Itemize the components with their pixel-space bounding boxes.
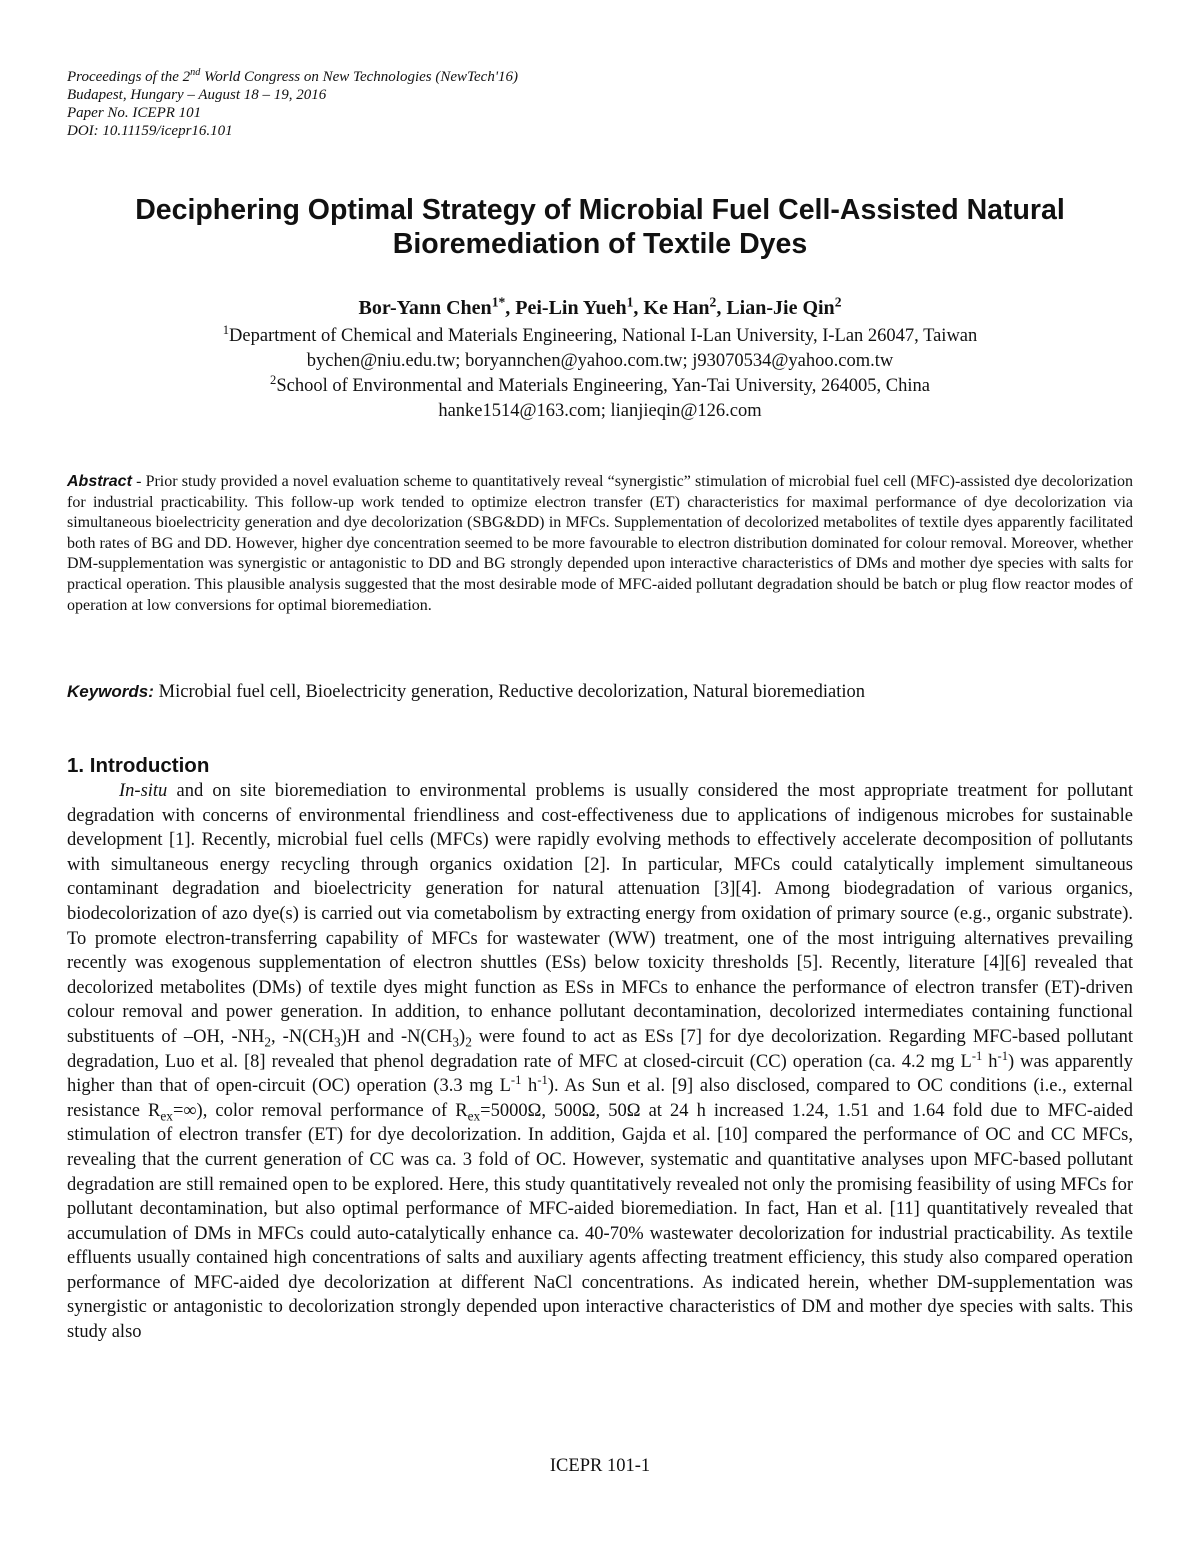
affiliation-1-emails: bychen@niu.edu.tw; boryannchen@yahoo.com.tw; j93070534@yahoo.com.tw <box>306 351 894 371</box>
section-heading: 1. Introduction <box>67 754 210 777</box>
conference-location: Budapest, Hungary – August 18 – 19, 2016 <box>67 87 327 103</box>
title-line-2: Bioremediation of Textile Dyes <box>392 228 808 260</box>
doi: DOI: 10.11159/icepr16.101 <box>67 123 233 139</box>
author-name: , Lian-Jie Qin <box>716 297 835 319</box>
abstract <box>67 472 1133 616</box>
paper-title <box>60 193 1140 261</box>
paper-number: Paper No. ICEPR 101 <box>67 105 202 121</box>
introduction-body: In-situ and on site bioremediation to environmental problems is usually considered the most appropriate treatment for pollutant degradation with concerns of environmental friendliness and cost-effectiveness due to applications of indigenous microbes for sustainable development [1]. Recently, microbial fuel cells (MFCs) were rapidly evolving methods to effectively accelerate decomposition of pollutants with simultaneous energy recycling through organics oxidation [2]. In particular, MFCs could catalytically implement simultaneous contaminant degradation and bioelectricity generation for natural attenuation [3][4]. Among biodegradation of various organics, biodecolorization of azo dye(s) is carried out via cometabolism by extracting energy from oxidation of primary source (e.g., organic substrate). To promote electron-transferring capability of MFCs for wastewater (WW) treatment, one of the most intriguing alternatives prevailing recently was exogenous supplementation of electron shuttles (ESs) below toxicity thresholds [5]. Recently, literature [4][6] revealed that decolorized metabolites (DMs) of textile dyes might function as ESs in MFCs to enhance the performance of electron transfer (ET)-driven colour removal and power generation. In addition, to enhance pollutant decontamination, decolorized intermediates containing functional substituents of –OH, $-NH_2$, $-N(CH_3)H$ and $-N(CH_3)_2$ were found to act as ESs [7] for dye decolorization. Regarding MFC-based pollutant degradation, Luo et al. [8] revealed that phenol degradation rate of MFC at closed-circuit (CC) operation (ca. 4.2 mg $L^{-1}$ $h^{-1}$) was apparently higher than that of open-circuit (OC) operation (3.3 mg $L^{-1}$ $h^{-1}$). As Sun et al. [9] also disclosed, compared to OC conditions (i.e., external resistance $R_{ex}=\infty$), color removal performance of $R_{ex}=5000\Omega$, 500Ω, 50Ω at 24 h increased 1.24, 1.51 and 1.64 fold due to MFC-aided stimulation of electron transfer (ET) for dye decolorization. In addition, Gajda et al. [10] compared the performance of OC and CC MFCs, revealing that the current generation of CC was ca. 3 fold of OC. However, systematic and quantitative analyses upon MFC-based pollutant degradation are still remained open to be explored. Here, this study quantitatively revealed not only the promising feasibility of using MFCs for pollutant decontamination, but also optimal performance of MFC-aided bioremediation. In fact, Han et al. [11] quantitatively revealed that accumulation of DMs in MFCs could auto-catalytically enhance ca. 40-70% wastewater decolorization for industrial practicability. As textile effluents usually contained high concentrations of salts and auxiliary agents affecting treatment efficiency, this study also compared operation performance of MFC-aided dye decolorization at different NaCl concentrations. As indicated herein, whether DM-supplementation was synergistic or antagonistic to decolorization strongly depended upon interactive characteristics of DM and mother dye species with salts. This study also <box>67 781 1134 1343</box>
author-name: , Ke Han <box>633 297 710 319</box>
affiliations <box>60 324 1140 424</box>
author-name: , Pei-Lin Yueh <box>505 297 627 319</box>
abstract-text: Prior study provided a novel evaluation scheme to quantitatively reveal “synergistic” stimulation of microbial fuel cell (MFC)-assisted dye decolorization for industrial practicability. This follow-up work tended to optimize electron transfer (ET) characteristics for maximal performance of dye decolorization via simultaneous bioelectricity generation and dye decolorization (SBG&DD) in MFCs. Supplementation of decolorized metabolites of textile dyes apparently facilitated both rates of BG and DD. However, higher dye concentration seemed to be more favourable to electron distribution dominated for colour removal. Moreover, whether DM-supplementation was synergistic or antagonistic to DD and BG strongly depended upon interactive characteristics of DMs and mother dye species with salts for practical operation. This plausible analysis suggested that the most desirable mode of MFC-aided pollutant degradation should be batch or plug flow reactor modes of operation at low conversions for optimal bioremediation. <box>67 473 1133 614</box>
affiliation-1: $^1$Department of Chemical and Materials Engineering, National I-Lan University, I-Lan 26047, Taiwan <box>222 322 978 346</box>
title-line-1: Deciphering Optimal Strategy of Microbial Fuel Cell-Assisted Natural <box>135 194 1065 226</box>
page-footer: ICEPR 101-1 <box>549 1456 651 1476</box>
proceedings-header <box>67 68 767 140</box>
author-list: Bor-Yann Chen$^{1*}$, Pei-Lin Yueh$^1$, Ke Han$^2$, Lian-Jie Qin$^2$ <box>358 294 842 319</box>
abstract-label: Abstract <box>67 473 132 490</box>
abstract-dash: - <box>131 473 146 490</box>
keywords-colon: : <box>148 682 159 701</box>
author-name: Bor-Yann Chen <box>358 297 492 319</box>
keywords-text: Microbial fuel cell, Bioelectricity generation, Reductive decolorization, Natural bioremediation <box>158 682 865 702</box>
proceedings-line: Proceedings of the 2nd World Congress on New Technologies (NewTech'16) <box>67 67 519 85</box>
keywords <box>67 681 1133 703</box>
keywords-label: Keywords <box>67 682 149 701</box>
affiliation-2: $^2$School of Environmental and Materials Engineering, Yan-Tai University, 264005, China <box>270 372 930 396</box>
lead-italic: In-situ <box>119 781 168 801</box>
affiliation-2-emails: hanke1514@163.com; lianjieqin@126.com <box>438 401 762 421</box>
